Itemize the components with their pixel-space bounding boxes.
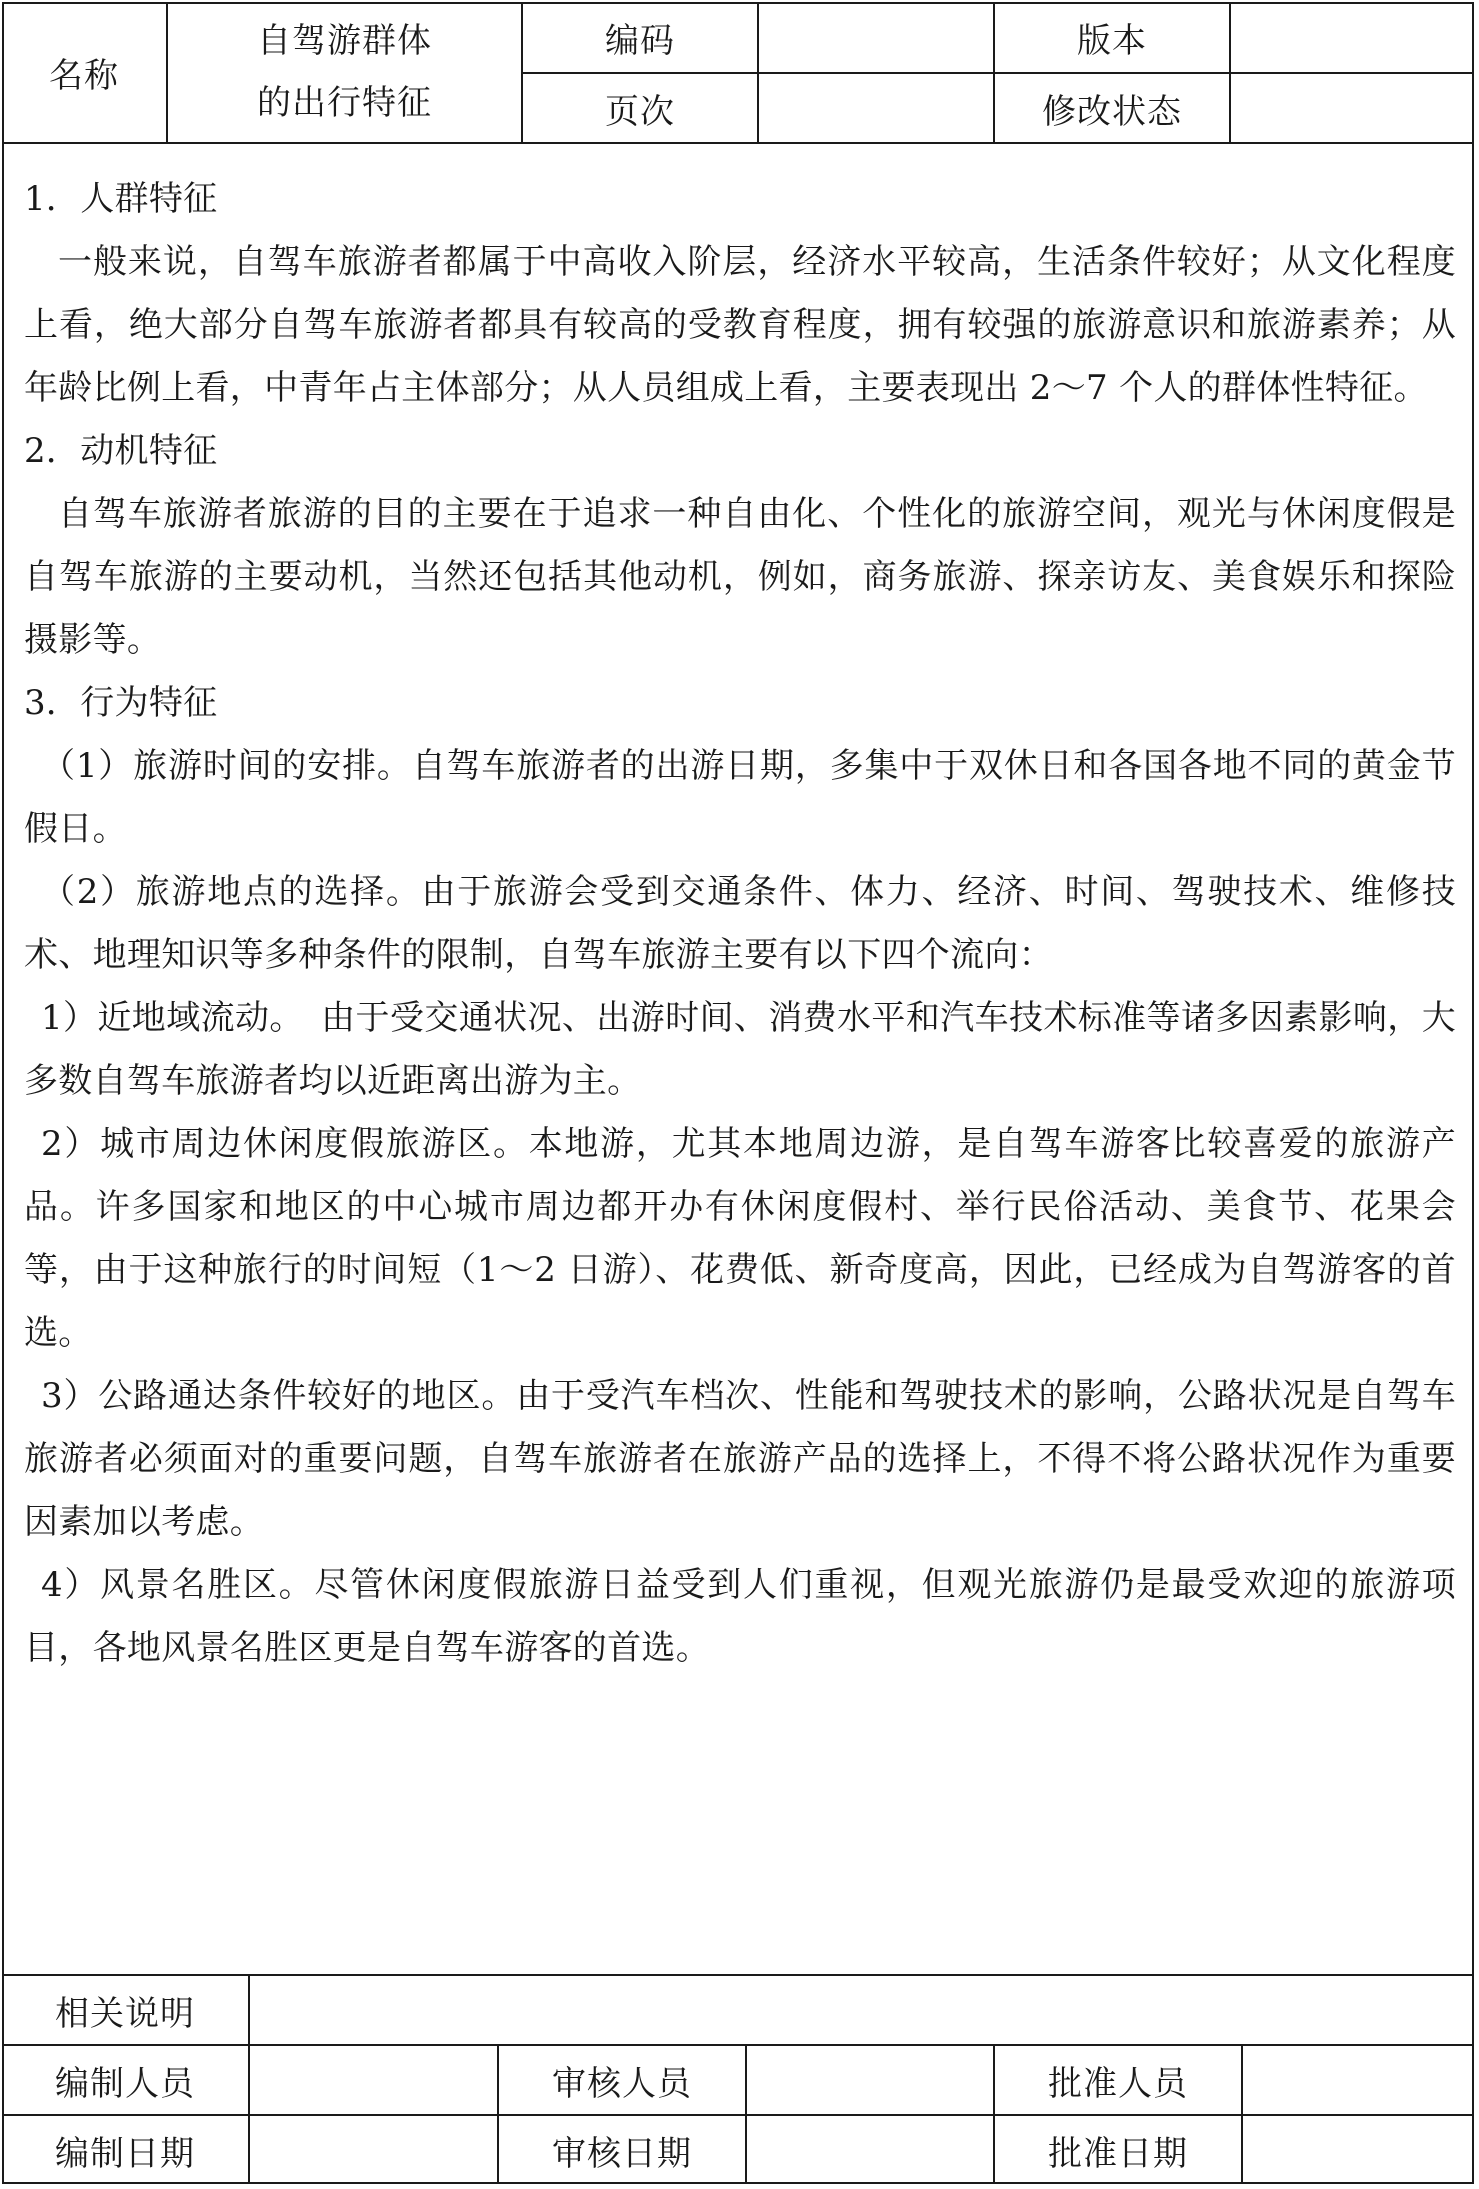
revision-value [1231, 74, 1474, 142]
reviewer-label: 审核人员 [552, 2063, 692, 2104]
review-date-label: 审核日期 [552, 2133, 692, 2174]
name-value [168, 2, 521, 142]
notes-label: 相关说明 [55, 1993, 195, 2034]
approve-date-value [1243, 2116, 1474, 2184]
header-bottom-rule [2, 142, 1474, 144]
name-value-line1: 自驾游群体 [257, 21, 432, 61]
section-heading-3: 3．行为特征 [24, 683, 218, 723]
code-value [759, 2, 993, 72]
name-value-line2: 的出行特征 [257, 83, 432, 123]
sub-item-4: 4）风景名胜区。尽管休闲度假旅游日益受到人们重视，但观光旅游仍是最受欢迎的旅游项目，各地风景名胜区更是自驾车游客的首选。 [24, 1565, 1456, 1668]
revision-label: 修改状态 [1042, 91, 1182, 132]
approve-date-label: 批准日期 [1048, 2133, 1188, 2174]
page-label: 页次 [605, 91, 675, 132]
document-body [24, 168, 1456, 1680]
approver-value [1243, 2046, 1474, 2114]
section-heading-2: 2．动机特征 [24, 431, 218, 471]
section-paragraph-2: 自驾车旅游者旅游的目的主要在于追求一种自由化、个性化的旅游空间，观光与休闲度假是自驾车旅游的主要动机，当然还包括其他动机，例如，商务旅游、探亲访友、美食娱乐和探险摄影等。 [24, 494, 1456, 660]
section-heading-1: 1．人群特征 [24, 179, 218, 219]
sub-item-2: 2）城市周边休闲度假旅游区。本地游，尤其本地周边游，是自驾车游客比较喜爱的旅游产品。许多国家和地区的中心城市周边都开办有休闲度假村、举行民俗活动、美食节、花果会等，由于这种旅行的时间短（1～2 日游）、花费低、新奇度高，因此，已经成为自驾游客的首选。 [24, 1124, 1456, 1353]
edit-date-value [250, 2116, 497, 2184]
sub-item-3: 3）公路通达条件较好的地区。由于受汽车档次、性能和驾驶技术的影响，公路状况是自驾车旅游者必须面对的重要问题，自驾车旅游者在旅游产品的选择上，不得不将公路状况作为重要因素加以考虑。 [24, 1376, 1456, 1542]
review-date-value [747, 2116, 993, 2184]
editor-value [250, 2046, 497, 2114]
list-item-2: （2）旅游地点的选择。由于旅游会受到交通条件、体力、经济、时间、驾驶技术、维修技术、地理知识等多种条件的限制，自驾车旅游主要有以下四个流向： [24, 872, 1456, 975]
code-label: 编码 [605, 20, 675, 61]
page-value [759, 74, 993, 142]
name-label: 名称 [49, 55, 119, 96]
notes-value [250, 1976, 1474, 2044]
version-value [1231, 2, 1474, 72]
version-label: 版本 [1077, 20, 1147, 61]
reviewer-value [747, 2046, 993, 2114]
section-paragraph-1: 一般来说，自驾车旅游者都属于中高收入阶层，经济水平较高，生活条件较好；从文化程度上看，绝大部分自驾车旅游者都具有较高的受教育程度，拥有较强的旅游意识和旅游素养；从年龄比例上看，中青年占主体部分；从人员组成上看，主要表现出 2～7 个人的群体性特征。 [24, 242, 1456, 408]
edit-date-label: 编制日期 [55, 2133, 195, 2174]
sub-item-1: 1）近地域流动。 由于受交通状况、出游时间、消费水平和汽车技术标准等诸多因素影响，大多数自驾车旅游者均以近距离出游为主。 [24, 998, 1456, 1101]
approver-label: 批准人员 [1048, 2063, 1188, 2104]
editor-label: 编制人员 [55, 2063, 195, 2104]
list-item-1: （1）旅游时间的安排。自驾车旅游者的出游日期，多集中于双休日和各国各地不同的黄金节假日。 [24, 746, 1456, 849]
